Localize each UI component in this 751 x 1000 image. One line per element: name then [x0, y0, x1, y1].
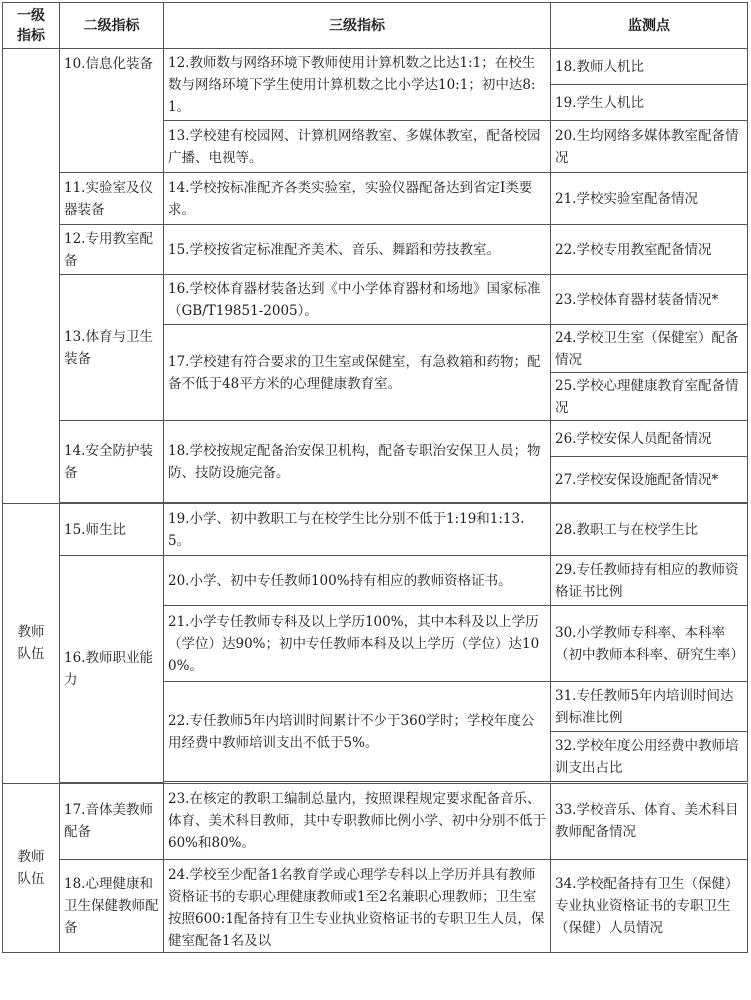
monitor-cell: 27.学校安保设施配备情况* [551, 457, 748, 503]
level2-cell: 14.安全防护装备 [60, 421, 164, 503]
level3-cell: 24.学校至少配备1名教育学或心理学专科以上学历并具有教师资格证书的专职心理健康教师或1至2名兼职心理教师；卫生室按照600:1配备持有卫生专业执业资格证书的专职卫生人员，保健室配备1名及以 [164, 859, 551, 952]
level3-cell: 22.专任教师5年内培训时间累计不少于360学时；学校年度公用经费中教师培训支出不低于5%。 [164, 682, 551, 782]
level2-cell: 13.体育与卫生装备 [60, 275, 164, 421]
header-level2: 二级指标 [60, 3, 164, 49]
table-row [3, 783, 748, 859]
level1-cell-teachers: 教师 队伍 [3, 504, 60, 784]
level2-cell: 18.心理健康和卫生保健教师配备 [60, 859, 164, 952]
level2-cell: 12.专用教室配备 [60, 225, 164, 275]
table-header-row [3, 3, 748, 49]
table-row [3, 49, 748, 85]
monitor-cell: 24.学校卫生室（保健室）配备情况 [551, 325, 748, 373]
monitor-cell: 28.教职工与在校学生比 [551, 504, 748, 556]
monitor-cell: 22.学校专用教室配备情况 [551, 225, 748, 275]
indicator-table-page [2, 2, 747, 953]
monitor-cell: 30.小学教师专科率、本科率（初中教师本科率、研究生率） [551, 606, 748, 682]
level3-cell: 21.小学专任教师专科及以上学历100%，其中本科及以上学历（学位）达90%；初中专任教师本科及以上学历（学位）达100%。 [164, 606, 551, 682]
level3-cell: 14.学校按标准配齐各类实验室，实验仪器配备达到省定Ⅰ类要求。 [164, 173, 551, 225]
level3-cell: 20.小学、初中专任教师100%持有相应的教师资格证书。 [164, 556, 551, 606]
level2-cell: 10.信息化装备 [60, 49, 164, 173]
level2-cell: 17.音体美教师配备 [60, 783, 164, 859]
monitor-cell: 32.学校年度公用经费中教师培训支出占比 [551, 732, 748, 782]
header-level3: 三级指标 [164, 3, 551, 49]
monitor-cell: 18.教师人机比 [551, 49, 748, 85]
monitor-cell: 31.专任教师5年内培训时间达到标准比例 [551, 682, 748, 732]
monitor-cell: 19.学生人机比 [551, 85, 748, 121]
level3-cell: 23.在核定的教职工编制总量内，按照课程规定要求配备音乐、体育、美术科目教师，其中专职教师比例小学、初中分别不低于60%和80%。 [164, 783, 551, 859]
monitor-cell: 26.学校安保人员配备情况 [551, 421, 748, 457]
indicator-table [2, 2, 748, 953]
level3-cell: 12.教师数与网络环境下教师使用计算机数之比达1:1；在校生数与网络环境下学生使用计算机数之比小学达10:1；初中达8:1。 [164, 49, 551, 121]
monitor-cell: 25.学校心理健康教育室配备情况 [551, 373, 748, 421]
level3-cell: 17.学校建有符合要求的卫生室或保健室，有急救箱和药物；配备不低于48平方米的心理健康教育室。 [164, 325, 551, 421]
header-monitor: 监测点 [551, 3, 748, 49]
table-row [3, 173, 748, 225]
level3-cell: 13.学校建有校园网、计算机网络教室、多媒体教室，配备校园广播、电视等。 [164, 121, 551, 173]
table-row [3, 421, 748, 457]
monitor-cell: 34.学校配备持有卫生（保健）专业执业资格证书的专职卫生（保健）人员情况 [551, 859, 748, 952]
table-row [3, 556, 748, 606]
level1-cell-equipment [3, 49, 60, 504]
table-row [3, 225, 748, 275]
level2-cell: 11.实验室及仪器装备 [60, 173, 164, 225]
table-row [3, 504, 748, 556]
monitor-cell: 29.专任教师持有相应的教师资格证书比例 [551, 556, 748, 606]
level2-cell: 16.教师职业能力 [60, 556, 164, 783]
monitor-cell: 23.学校体育器材装备情况* [551, 275, 748, 325]
level3-cell: 19.小学、初中教职工与在校学生比分别不低于1:19和1:13.5。 [164, 504, 551, 556]
table-row [3, 859, 748, 952]
header-level1: 一级 指标 [3, 3, 60, 49]
level3-cell: 18.学校按规定配备治安保卫机构，配备专职治安保卫人员；物防、技防设施完备。 [164, 421, 551, 503]
level3-cell: 15.学校按省定标准配齐美术、音乐、舞蹈和劳技教室。 [164, 225, 551, 275]
level3-cell: 16.学校体育器材装备达到《中小学体育器材和场地》国家标准（GB/T19851-2005）。 [164, 275, 551, 325]
level2-cell: 15.师生比 [60, 504, 164, 556]
monitor-cell: 21.学校实验室配备情况 [551, 173, 748, 225]
level1-cell-teachers-2: 教师 队伍 [3, 783, 60, 952]
monitor-cell: 20.生均网络多媒体教室配备情况 [551, 121, 748, 173]
monitor-cell: 33.学校音乐、体育、美术科目教师配备情况 [551, 783, 748, 859]
table-row [3, 275, 748, 325]
